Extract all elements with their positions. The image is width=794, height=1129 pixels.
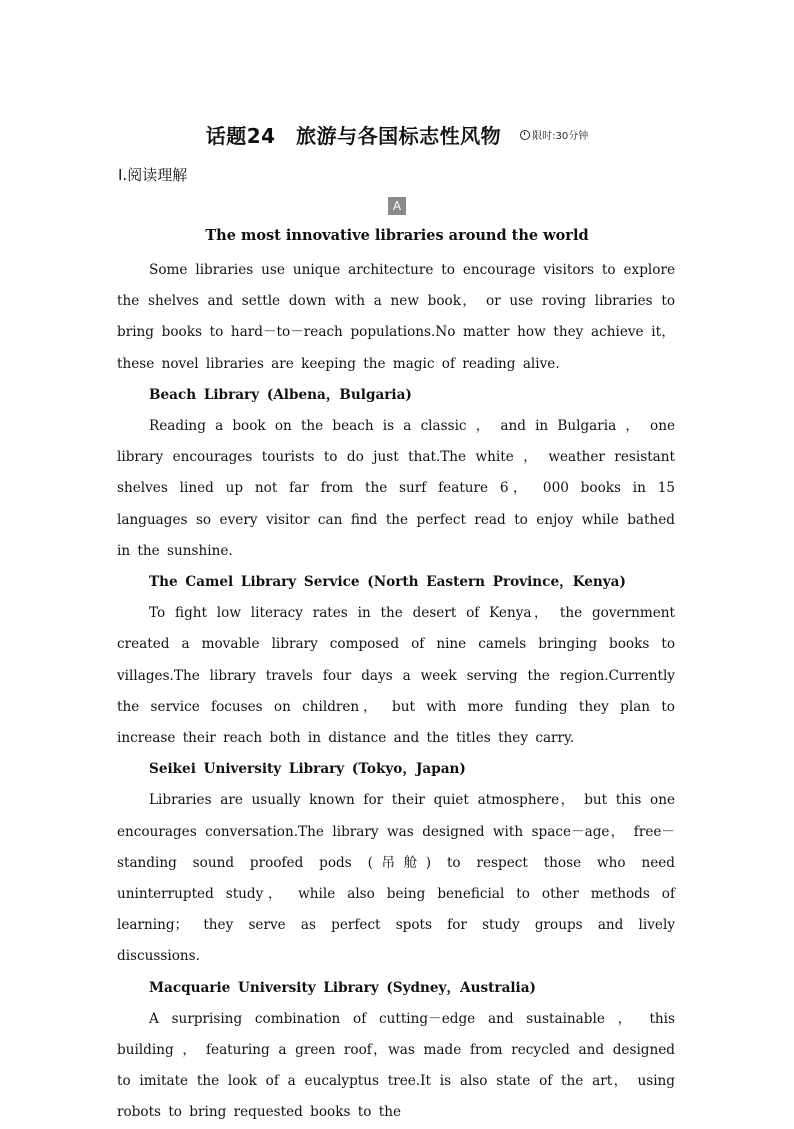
library-text: Reading a book on the beach is a classic ， and in Bulgaria ， one library encourages tourists to do just that.The white ， weather resistant shelves lined up not far from the surf feature 6， 000 books in 15 languages so every visitor can find the perfect read to enjoy while bathed in the sunshine. [117, 418, 675, 559]
time-limit [520, 127, 588, 142]
library-text: A surprising combination of cutting－edge and sustainable ， this building ， featuring a green roof，was made from recycled and designed to imitate the look of a eucalyptus tree.It is also state of the art， using robots to bring requested books to the [117, 1010, 675, 1121]
passage-badge: A [388, 197, 406, 215]
passage-badge-row [0, 195, 794, 215]
passage-title: The most innovative libraries around the world [205, 227, 589, 244]
library-text: To fight low literacy rates in the desert of Kenya， the government created a movable library composed of nine camels bringing books to villages.The library travels four days a week serving the region.Currently the service focuses on children， but with more funding they plan to increase their reach both in distance and the titles they carry. [117, 605, 675, 747]
clock-icon [520, 130, 530, 140]
library-heading: The Camel Library Service (North Eastern Province，Kenya) [149, 574, 626, 591]
passage-intro: Some libraries use unique architecture to encourage visitors to explore the shelves and settle down with a new book， or use roving libraries to bring books to hard－to－reach populations.No matter how they achieve it， these novel libraries are keeping the magic of reading alive. [117, 262, 675, 372]
section-label: Ⅰ.阅读理解 [118, 166, 188, 184]
time-limit-label: 限时:30分钟 [532, 131, 589, 142]
library-heading: Macquarie University Library (Sydney，Australia) [149, 979, 536, 996]
header [0, 120, 794, 149]
library-text: Libraries are usually known for their quiet atmosphere， but this one encourages conversation.The library was designed with space－age， free－standing sound proofed pods (吊舱) to respect those who need uninterrupted study， while also being beneficial to other methods of learning； they serve as perfect spots for study groups and lively discussions. [117, 792, 675, 965]
page-title: 话题24 旅游与各国标志性风物 [205, 124, 502, 148]
library-heading: Seikei University Library (Tokyo，Japan) [149, 761, 466, 778]
passage-body [117, 255, 675, 1129]
library-heading: Beach Library (Albena，Bulgaria) [149, 386, 412, 403]
